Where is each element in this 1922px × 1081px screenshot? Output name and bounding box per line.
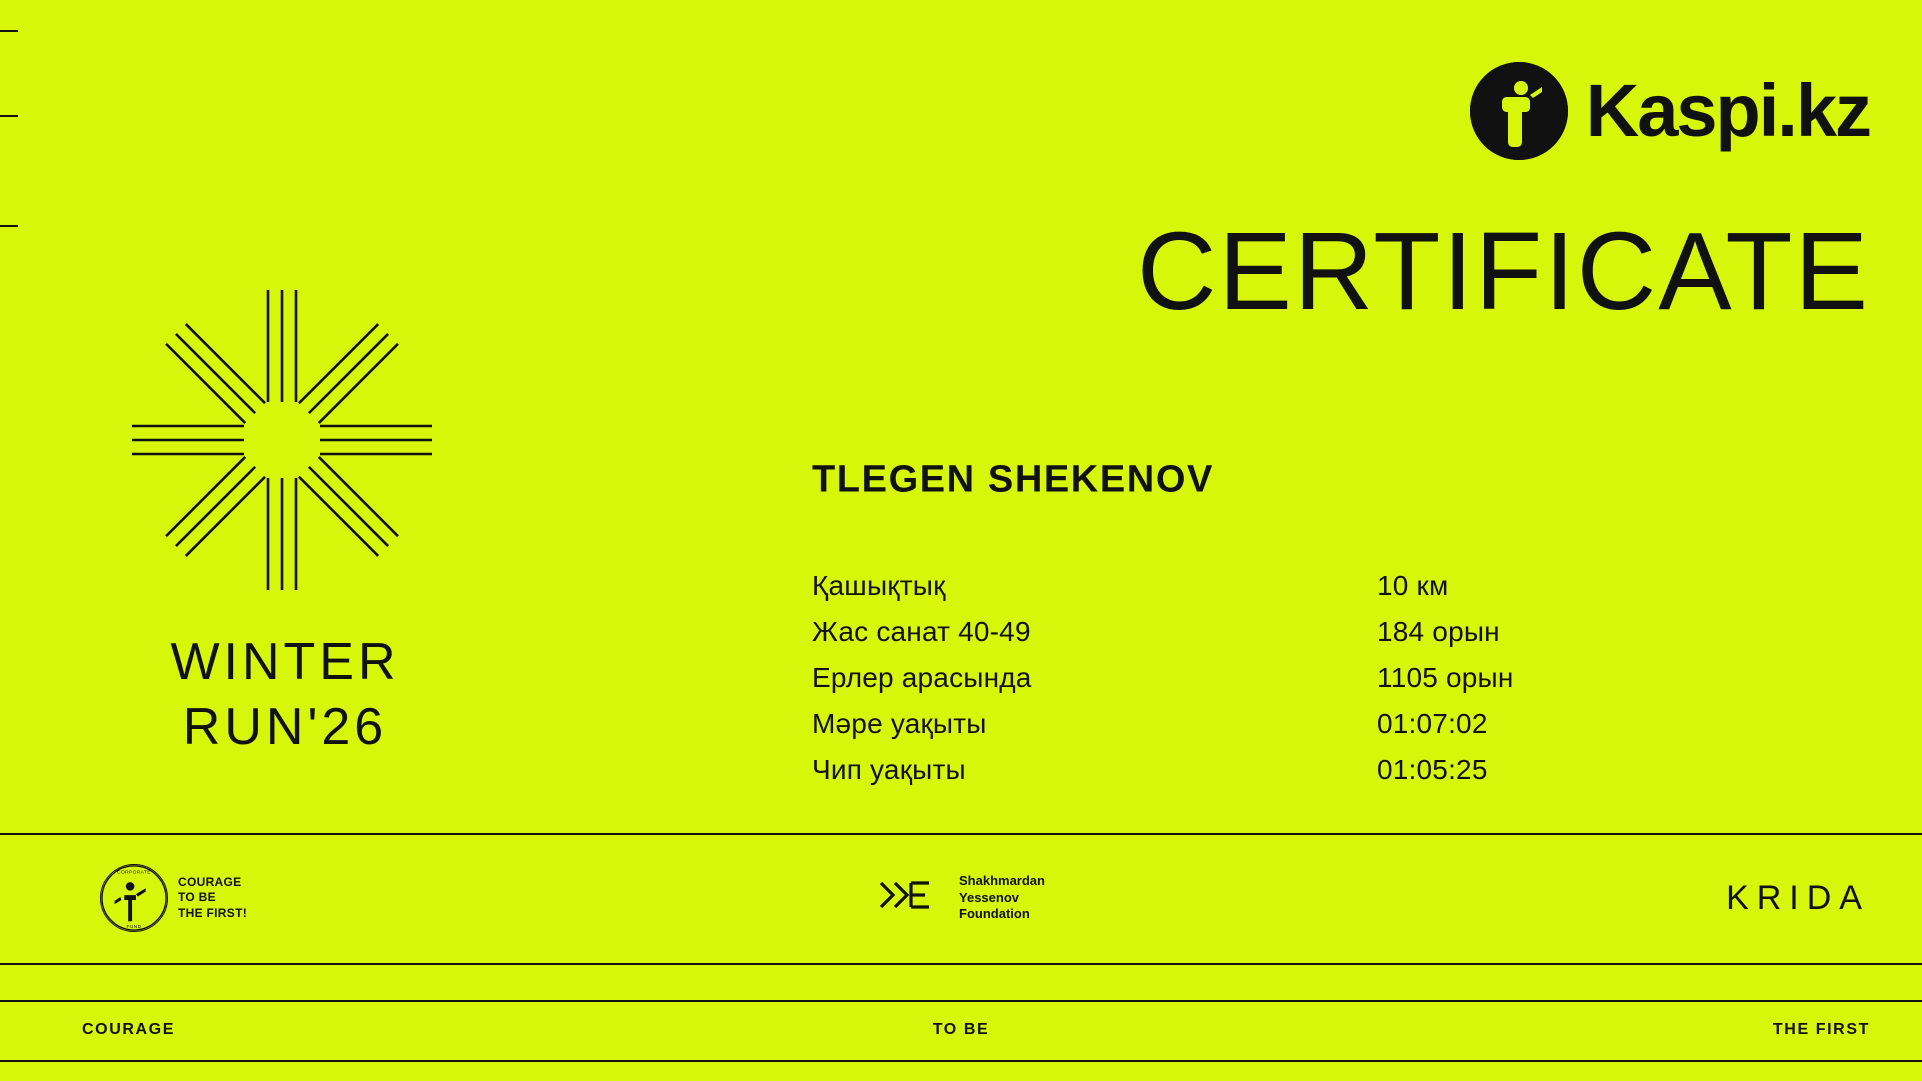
yessenov-caption (959, 873, 1045, 924)
edge-mark-icon (0, 225, 18, 227)
footer-left-text: COURAGE (82, 1021, 175, 1038)
edge-mark-icon (0, 30, 18, 32)
result-label: Мәре уақыты (812, 708, 987, 739)
result-value: 1105 орын (1377, 662, 1514, 693)
athlete-name: TLEGEN SHEKENOV (812, 458, 1214, 501)
corporate-fund-caption (178, 875, 247, 922)
divider (0, 1060, 1922, 1062)
snowflake-starburst-icon (132, 290, 432, 590)
sponsor-row (0, 833, 1922, 963)
result-value: 01:05:25 (1377, 754, 1488, 785)
results-table (812, 570, 1872, 800)
result-label: Қашықтық (812, 570, 946, 601)
svg-text:CORPORATE: CORPORATE (117, 870, 151, 876)
corporate-fund-caption-line2: TO BE (178, 890, 216, 905)
corporate-fund-caption-line3: THE FIRST! (178, 905, 247, 920)
table-row (812, 616, 1872, 648)
divider (0, 963, 1922, 965)
svg-text:FUND: FUND (126, 925, 142, 931)
result-label: Жас санат 40-49 (812, 616, 1031, 647)
page-title: CERTIFICATE (1137, 210, 1870, 333)
event-name-line1: WINTER (170, 633, 400, 691)
event-name-line2: RUN'26 (182, 698, 388, 756)
footer-right-text: THE FIRST (1772, 1021, 1870, 1038)
result-label: Чип уақыты (812, 754, 966, 785)
event-name (130, 630, 440, 760)
yessenov-caption-line1: Shakhmardan (959, 872, 1045, 888)
footer-strip (0, 1000, 1922, 1060)
kaspi-logo (1470, 62, 1870, 160)
corporate-fund-person-icon (100, 864, 168, 932)
result-value: 01:07:02 (1377, 708, 1488, 739)
table-row (812, 708, 1872, 740)
table-row (812, 570, 1872, 602)
corporate-fund-caption-line1: COURAGE (178, 874, 242, 889)
result-value: 184 орын (1377, 616, 1500, 647)
result-value: 10 км (1377, 570, 1449, 601)
yessenov-monogram-icon (877, 877, 947, 918)
edge-mark-icon (0, 115, 18, 117)
kaspi-person-icon (1470, 62, 1568, 160)
kaspi-logo-text: Kaspi.kz (1585, 69, 1870, 152)
footer-center-text: TO BE (932, 1021, 990, 1038)
yessenov-caption-line2: Yessenov (959, 889, 1020, 905)
result-label: Ерлер арасында (812, 662, 1032, 693)
sponsor-krida: KRIDA (1726, 878, 1870, 917)
table-row (812, 662, 1872, 694)
sponsor-corporate-fund (100, 864, 247, 932)
sponsor-yessenov-foundation (877, 873, 1045, 924)
table-row (812, 754, 1872, 786)
yessenov-caption-line3: Foundation (959, 906, 1030, 922)
